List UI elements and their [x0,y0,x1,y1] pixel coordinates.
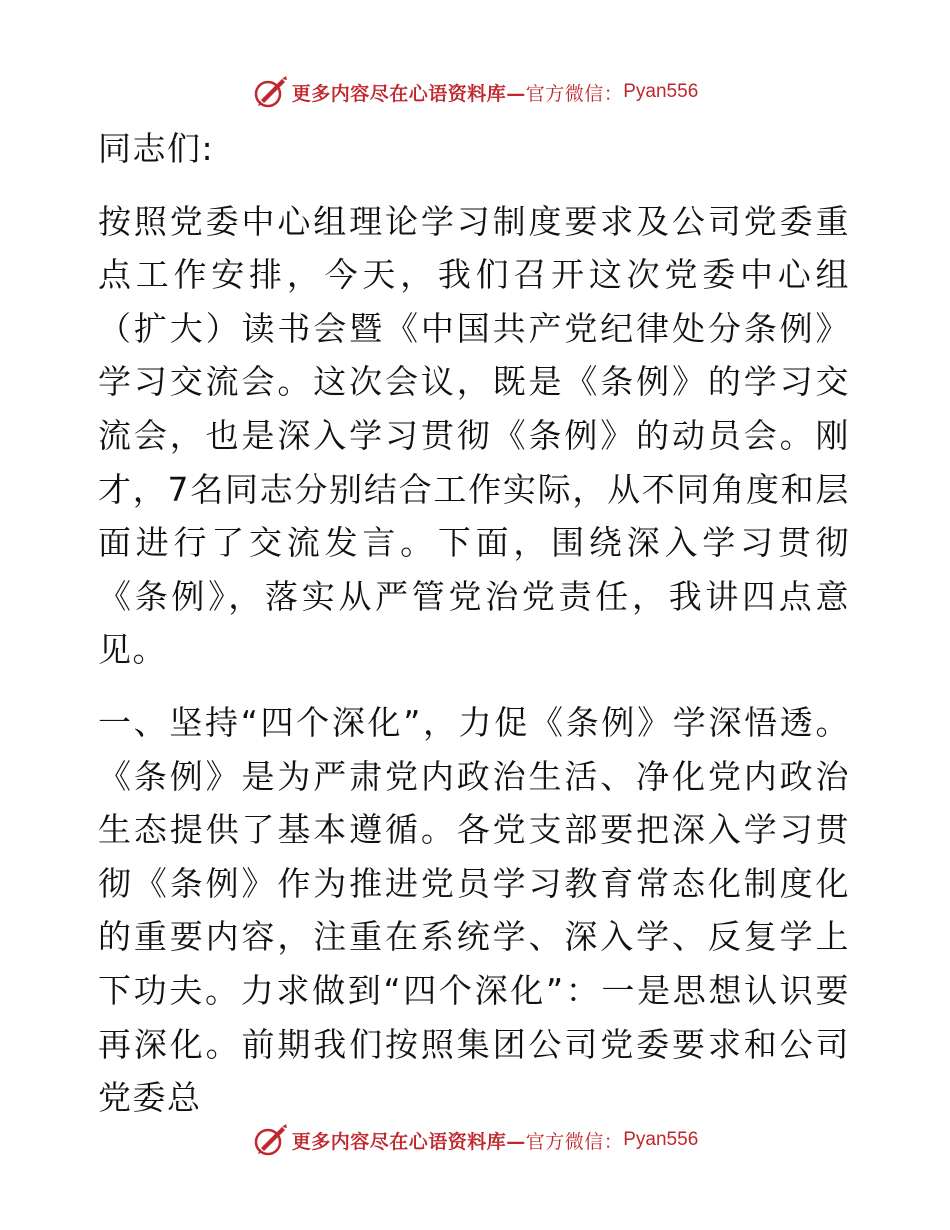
watermark-wechat-label: 官方微信： [525,82,624,105]
paragraph-section-one: 一、坚持“四个深化”，力促《条例》学深悟透。《条例》是为严肃党内政治生活、净化党内政治生态提供了基本遵循。各党支部要把深入学习贯彻《条例》作为推进党员学习教育常态化制度化的重要内容，注重在系统学、深入学、反复学上下功夫。力求做到“四个深化”：一是思想认识要再深化。前期我们按照集团公司党委要求和公司党委总 [98,702,850,1118]
footer-watermark [0,1120,950,1160]
watermark-wechat-label: 官方微信： [525,1130,624,1153]
paragraph-intro: 按照党委中心组理论学习制度要求及公司党委重点工作安排，今天，我们召开这次党委中心组（扩大）读书会暨《中国共产党纪律处分条例》学习交流会。这次会议，既是《条例》的学习交流会，也是深入学习贯彻《条例》的动员会。刚才，7名同志分别结合工作实际，从不同角度和层面进行了交流发言。下面，围绕深入学习贯彻《条例》，落实从严管党治党责任，我讲四点意见。 [98,201,850,670]
salutation: 同志们: [98,129,215,168]
quill-logo-icon [252,74,288,110]
watermark-text: 更多内容尽在心语资料库— [291,82,526,105]
watermark-wechat-id: Pyan556 [623,1129,699,1150]
document-body [98,122,850,1125]
watermark-text: 更多内容尽在心语资料库— [291,1130,526,1153]
quill-logo-icon [252,1122,288,1158]
watermark-wechat-id: Pyan556 [623,81,699,102]
header-watermark [0,72,950,112]
